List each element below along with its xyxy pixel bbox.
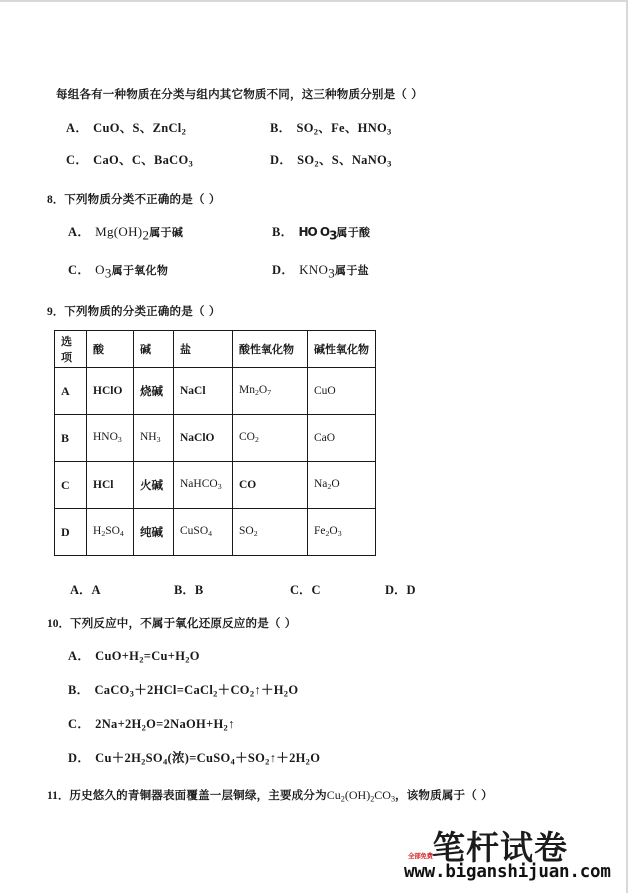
table-cell-r1-c4: CaO (308, 415, 376, 462)
option-b-suffix: 属于酸 (336, 226, 371, 239)
option-b-label: B． (270, 121, 292, 135)
option-c-sub: 3 (188, 158, 194, 169)
option-d-sub: 3 (328, 265, 336, 281)
option-b-equation: $CaCO_3+2HCl=CaCl_2+CO_2↑+H_2O$ (94, 683, 299, 699)
table-row-option-D: D (55, 509, 87, 556)
option-a-sub: 2 (181, 126, 187, 137)
table-header-cell-3: 盐 (174, 331, 233, 368)
option-d-label: D． (270, 153, 293, 167)
option-d-sub: 2 (314, 158, 319, 169)
question-8-number: 8． (47, 194, 65, 206)
question-10-option-b (68, 680, 298, 698)
option-a-label: A． (68, 225, 91, 239)
table-cell-r2-c3: CO (233, 462, 308, 509)
table-cell-r0-c2: NaCl (174, 368, 233, 415)
question-10-option-c (68, 714, 235, 732)
option-b-label: B． (272, 225, 294, 239)
watermark-brand: 笔杆试卷 (432, 828, 568, 867)
table-cell-r2-c2: NaHCO$_3$ (174, 462, 233, 509)
question-9-heading (47, 302, 221, 320)
table-cell-r0-c4: CuO (308, 368, 376, 415)
option-d-equation: $Cu+2H_2SO_4$(浓)$=CuSO_4+SO_2↑+2H_2O$ (95, 751, 321, 767)
watermark-url: www.biganshijuan.com (404, 862, 611, 882)
question-7-option-a (66, 118, 186, 136)
table-cell-r3-c3: $SO_2$ (233, 509, 308, 556)
option-c-label: C． (68, 263, 91, 277)
option-b-formula: HΟ Ο (298, 225, 330, 239)
option-d-label: D． (68, 751, 91, 765)
question-9-answer-d: D．D (385, 583, 416, 597)
option-c-sub: 3 (104, 265, 112, 281)
option-b-sub2: 3 (387, 126, 392, 137)
question-7-option-b (270, 118, 392, 136)
option-d-sub2: 3 (387, 158, 392, 169)
question-8-stem: 下列物质分类不正确的是（ ） (64, 192, 221, 206)
watermark-free-tag: 全部免费 (408, 852, 433, 860)
question-9-stem: 下列物质的分类正确的是（ ） (64, 304, 221, 318)
question-7-option-d (270, 150, 392, 168)
option-b-label: B． (68, 683, 90, 697)
option-b-tail: 、Fe、HNO (318, 121, 388, 135)
table-header-cell-1: 酸 (87, 331, 134, 368)
table-cell-r3-c1: 纯碱 (134, 509, 174, 556)
watermark (404, 822, 628, 893)
classification-table (54, 330, 376, 556)
option-a-formula: Mg(OH) (95, 224, 143, 239)
option-a-text: CuO、S、ZnCl (93, 121, 182, 135)
question-7-stem: 每组各有一种物质在分类与组内其它物质不同，这三种物质分别是（ ） (56, 87, 423, 101)
question-10-option-d (68, 748, 320, 766)
question-10-number: 10． (47, 618, 70, 630)
table-cell-r0-c1: 烧碱 (134, 368, 174, 415)
option-c-label: C． (68, 717, 91, 731)
question-7-option-c (66, 150, 193, 168)
table-cell-r3-c2: CuSO$_4$ (174, 509, 233, 556)
option-a-label: A． (66, 121, 89, 135)
option-d-text: SO (297, 153, 315, 167)
option-c-formula: O (95, 262, 105, 277)
table-row (55, 368, 376, 415)
table-cell-r2-c0: HCl (87, 462, 134, 509)
question-8-option-c (68, 260, 168, 282)
table-header-row (55, 331, 376, 368)
question-8-heading (47, 190, 221, 208)
question-9-answer-b: B．B (174, 583, 204, 597)
table-cell-r1-c2: NaClO (174, 415, 233, 462)
question-11-stem-post: ，该物质属于（ ） (395, 788, 493, 802)
table-header-cell-0: 选项 (55, 331, 87, 368)
question-8-option-d (272, 260, 369, 282)
question-8-option-b (272, 222, 370, 242)
table-cell-r2-c1: 火碱 (134, 462, 174, 509)
table-row-option-B: B (55, 415, 87, 462)
table-header-cell-5: 碱性氧化物 (308, 331, 376, 368)
option-d-formula: KNO (299, 262, 329, 277)
option-c-suffix: 属于氧化物 (111, 264, 169, 277)
option-d-tail: 、S、NaNO (318, 153, 388, 167)
option-c-equation: $2Na+2H_2O=2NaOH+H_2↑$ (95, 717, 235, 733)
question-10-heading (47, 614, 297, 632)
question-10-stem: 下列反应中，不属于氧化还原反应的是（ ） (70, 616, 297, 630)
question-9-answer-c: C．C (290, 583, 321, 597)
table-row (55, 415, 376, 462)
question-8-option-a (68, 222, 183, 244)
option-c-text: CaO、C、BaCO (93, 153, 189, 167)
question-9-number: 9． (47, 306, 65, 318)
table-header-cell-2: 碱 (134, 331, 174, 368)
option-a-equation: $CuO+H_2=Cu+H_2O$ (95, 649, 200, 665)
table-cell-r0-c0: HClO (87, 368, 134, 415)
option-b-text: SO (296, 121, 314, 135)
table-cell-r1-c1: $NH_3$ (134, 415, 174, 462)
table-cell-r0-c3: $Mn_2O_7$ (233, 368, 308, 415)
question-11-heading (47, 786, 493, 804)
option-a-suffix: 属于碱 (149, 226, 184, 239)
table-cell-r1-c0: $HNO_3$ (87, 415, 134, 462)
question-11-stem-pre: 历史悠久的青铜器表面覆盖一层铜绿，主要成分为 (69, 788, 327, 802)
option-d-suffix: 属于盐 (335, 264, 369, 277)
table-row (55, 462, 376, 509)
option-d-label: D． (272, 263, 295, 277)
question-10-option-a (68, 646, 200, 664)
option-b-sub: 2 (313, 126, 319, 137)
table-row (55, 509, 376, 556)
question-11-number: 11． (47, 790, 70, 802)
option-a-sub: 2 (142, 227, 150, 243)
table-cell-r1-c3: $CO_2$ (233, 415, 308, 462)
option-c-label: C． (66, 153, 89, 167)
table-cell-r3-c0: $H_2SO_4$ (87, 509, 134, 556)
table-row-option-A: A (55, 368, 87, 415)
table-header-cell-4: 酸性氧化物 (233, 331, 308, 368)
option-b-sub: 3 (329, 228, 337, 243)
question-9-answer-a: A．A (70, 583, 101, 597)
option-a-label: A． (68, 649, 91, 663)
table-cell-r3-c4: $Fe_2O_3$ (308, 509, 376, 556)
table-cell-r2-c4: $Na_2O$ (308, 462, 376, 509)
table-row-option-C: C (55, 462, 87, 509)
question-11-formula: $Cu_2(OH)_2CO_3$ (326, 788, 396, 804)
